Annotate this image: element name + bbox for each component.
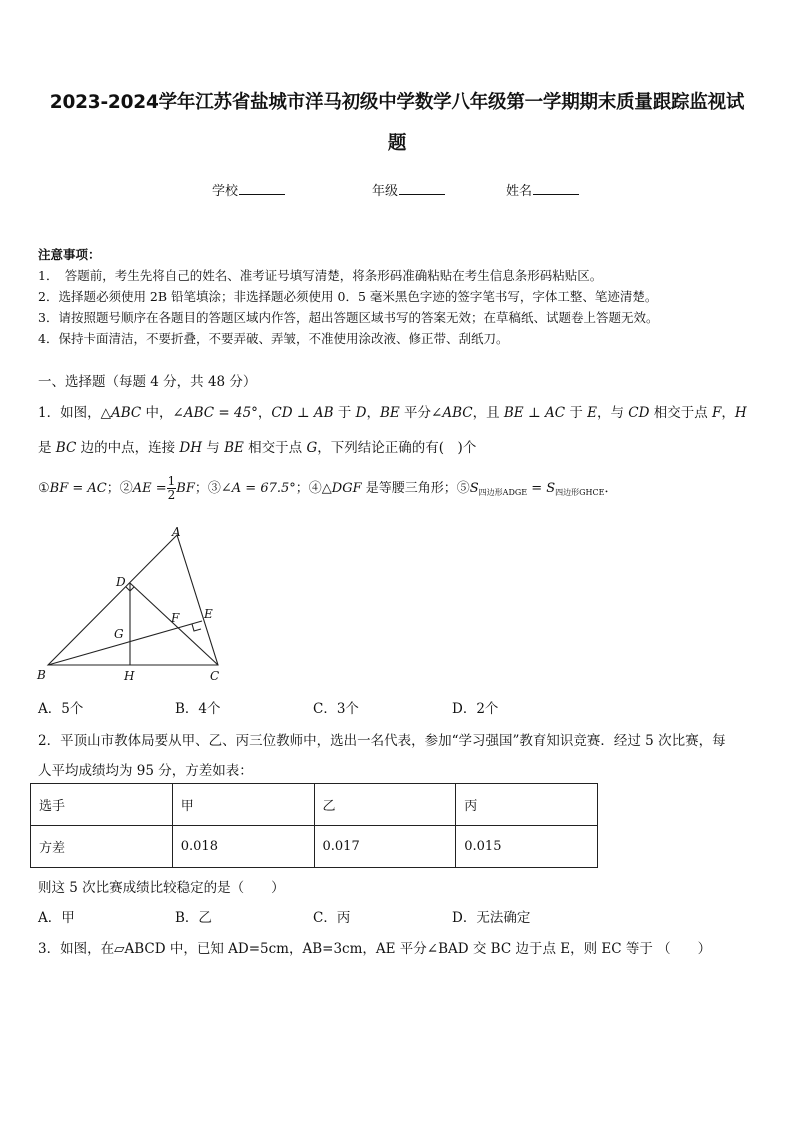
q1-text: ① [38,481,50,496]
q1-math: G [306,440,318,456]
q1-math: H [734,405,747,421]
table-cell: 0.015 [456,826,598,868]
q1-text: 相交于点 [649,405,713,421]
school-blank[interactable] [239,182,285,195]
q1-math: E [587,405,597,421]
school-label: 学校 [212,184,239,199]
q1-text: 与 [202,440,225,456]
q1-math: △DGF [321,481,362,496]
notice-item: 3．请按照题号顺序在各题目的答题区域内作答，超出答题区域书写的答案无效；在草稿纸、试题卷上答题无效。 [38,310,659,325]
label-c: C [210,669,220,683]
name-label: 姓名 [506,184,533,199]
q1-option-c[interactable]: C．3个 [313,701,359,717]
q1-text: 边的中点，连接 [76,440,180,456]
q1-text: = [527,481,547,496]
q1-math: DH [179,440,203,456]
q1-math: ∠ABC [431,405,473,421]
notice-item: 4．保持卡面清洁，不要折叠，不要弄破、弄皱，不准使用涂改液、修正带、刮纸刀。 [38,331,509,346]
table-row [31,826,598,868]
q1-math: BE [224,440,244,456]
triangle-figure [30,522,240,690]
school-field[interactable] [212,180,285,199]
document-title-line2: 题 [387,133,407,154]
question-2-prompt: 则这 5 次比赛成绩比较稳定的是（ ） [38,880,285,896]
q1-option-b[interactable]: B．4个 [175,701,221,717]
name-field[interactable] [506,180,579,199]
q1-text: ． [604,481,618,496]
q1-text: ；② [106,481,133,496]
label-a: A [172,525,181,539]
question-3-line1: 3．如图，在▱ABCD 中，已知 AD=5cm，AB=3cm，AE 平分∠BAD 交 BC 边于点 E，则 EC 等于 （ ） [38,941,712,957]
section-heading: 一、选择题（每题 4 分，共 48 分） [38,374,257,390]
notice-heading: 注意事项： [38,247,101,262]
segment-be [48,621,202,665]
q1-math: ∠ABC = 45° [172,405,258,421]
q1-math: BC [55,440,77,456]
q1-text: 中， [141,405,173,421]
label-d: D [116,575,126,589]
q1-text: ，下列结论正确的有( )个 [317,440,477,456]
q1-option-a[interactable]: A．5个 [38,701,84,717]
table-cell: 0.017 [314,826,456,868]
q1-text: 相交于点 [243,440,307,456]
q1-text: ， [721,405,735,421]
document-title-line1: 2023-2024学年江苏省盐城市洋马初级中学数学八年级第一学期期末质量跟踪监视试 [49,92,745,113]
table-header-row [31,784,598,826]
label-e: E [204,607,213,621]
grade-label: 年级 [372,184,399,199]
q1-text: 1．如图， [38,405,101,421]
q1-math: S [546,481,556,496]
q1-text: 于 [565,405,588,421]
q1-math: D [355,405,367,421]
table-cell: 方差 [31,826,173,868]
right-angle-mark-e [192,624,201,631]
fraction-denominator: 2 [167,488,176,502]
q1-text: 是等腰三角形；⑤ [361,481,470,496]
notice-item: 1． 答题前，考生先将自己的姓名、准考证号填写清楚，将条形码准确粘贴在考生信息条形码粘贴区。 [38,268,603,283]
q1-text: ， [366,405,380,421]
question-2-line1: 2．平顶山市教体局要从甲、乙、丙三位教师中，选出一名代表，参加“学习强国”教育知识竞赛．经过 5 次比赛，每 [38,733,726,749]
fraction-one-half [167,475,177,502]
q1-text: 于 [333,405,356,421]
q1-text: ，且 [472,405,504,421]
q1-math: BF = AC [49,481,107,496]
q1-math: BE ⊥ AC [503,405,566,421]
grade-blank[interactable] [399,182,445,195]
question-2-line2: 人平均成绩均为 95 分，方差如表： [38,763,253,779]
q1-subscript: 四边形ADGE [478,488,528,497]
label-f: F [171,611,180,625]
q1-text: ，与 [596,405,629,421]
q2-option-d[interactable]: D．无法确定 [452,910,531,926]
question-1-line1 [38,401,747,421]
q1-math: CD [628,405,650,421]
triangle-abc [48,535,218,665]
q1-math: BE [379,405,400,421]
q1-option-d[interactable]: D．2个 [452,701,499,717]
q1-text: 平分 [399,405,432,421]
table-cell: 丙 [456,784,598,826]
question-1-conclusions [38,475,618,502]
table-cell: 甲 [172,784,314,826]
q2-option-a[interactable]: A．甲 [38,910,75,926]
name-blank[interactable] [533,182,579,195]
grade-field[interactable] [372,180,445,199]
q1-math: CD ⊥ AB [271,405,334,421]
notice-item: 2．选择题必须使用 2B 铅笔填涂；非选择题必须使用 0．5 毫米黑色字迹的签字笔书写，字体工整、笔迹清楚。 [38,289,658,304]
q1-math: BF [176,481,195,496]
q1-math: S [469,481,479,496]
label-b: B [37,668,46,682]
variance-table [30,783,598,868]
q1-text: ；④ [295,481,322,496]
q1-math: △ABC [100,405,142,421]
table-cell: 选手 [31,784,173,826]
label-h: H [124,669,135,683]
q1-math: F [712,405,722,421]
q1-text: 是 [38,440,56,456]
q1-math: ∠A = 67.5° [220,481,296,496]
q1-text: ， [257,405,272,421]
table-cell: 乙 [314,784,456,826]
q2-option-c[interactable]: C．丙 [313,910,351,926]
label-g: G [114,627,124,641]
q1-subscript: 四边形GHCE [555,488,605,497]
q1-math: AE = [132,481,167,496]
q2-option-b[interactable]: B．乙 [175,910,212,926]
fraction-numerator: 1 [167,474,176,488]
q1-text: ；③ [194,481,221,496]
table-cell: 0.018 [172,826,314,868]
question-1-line2 [38,436,476,456]
